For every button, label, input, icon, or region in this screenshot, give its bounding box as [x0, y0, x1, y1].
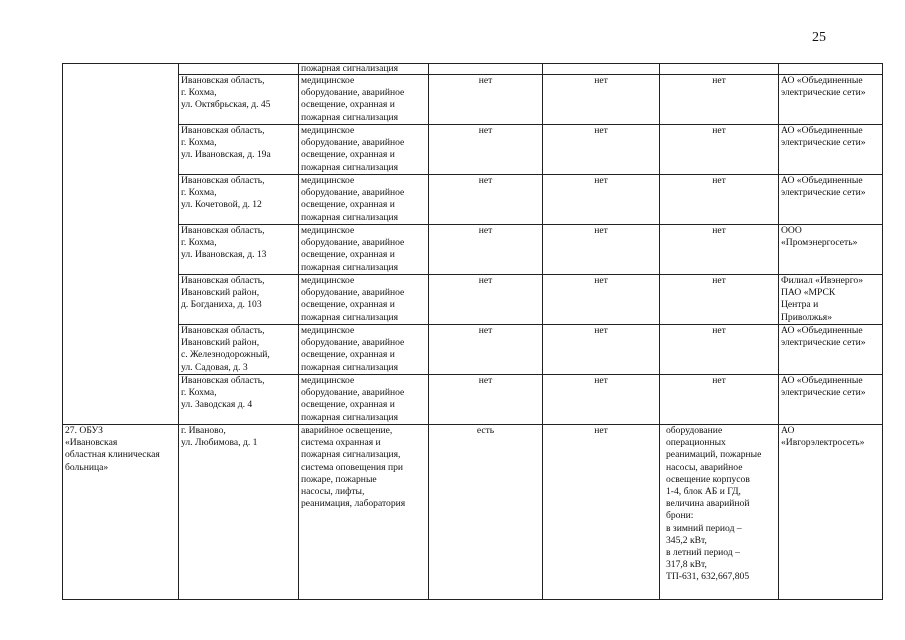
cell-c5: [543, 64, 660, 75]
cell-c4: нет: [429, 75, 543, 125]
cell-c6: нет: [660, 125, 779, 175]
table-row: [63, 75, 883, 125]
cell-supplier: АО «Объединенные электрические сети»: [779, 125, 883, 175]
cell-c4: есть: [429, 425, 543, 600]
cell-c4: нет: [429, 375, 543, 425]
cell-c5: нет: [543, 275, 660, 325]
table-row: [63, 175, 883, 225]
cell-supplier: АО «Ивгорэлектросеть»: [779, 425, 883, 600]
cell-address: Ивановская область, Ивановский район, с. Железнодорожный, ул. Садовая, д. 3: [179, 325, 299, 375]
cell-c6: [660, 64, 779, 75]
cell-supplier: [779, 64, 883, 75]
cell-address: [179, 64, 299, 75]
table-row: [63, 64, 883, 75]
cell-systems: медицинское оборудование, аварийное освещение, охранная и пожарная сигнализация: [299, 275, 429, 325]
cell-systems: пожарная сигнализация: [299, 64, 429, 75]
cell-c5: нет: [543, 125, 660, 175]
cell-address: Ивановская область, г. Кохма, ул. Кочетовой, д. 12: [179, 175, 299, 225]
page-number: 25: [812, 30, 826, 45]
cell-name: [63, 64, 179, 425]
cell-c6: нет: [660, 175, 779, 225]
cell-c5: нет: [543, 75, 660, 125]
cell-c4: нет: [429, 175, 543, 225]
table-row: [63, 325, 883, 375]
cell-c6: нет: [660, 75, 779, 125]
cell-c6: нет: [660, 325, 779, 375]
cell-name: 27. ОБУЗ «Ивановская областная клиническая больница»: [63, 425, 179, 600]
facilities-table: [62, 63, 883, 600]
table-row: [63, 425, 883, 600]
cell-c4: нет: [429, 225, 543, 275]
cell-systems: медицинское оборудование, аварийное освещение, охранная и пожарная сигнализация: [299, 175, 429, 225]
cell-systems: медицинское оборудование, аварийное освещение, охранная и пожарная сигнализация: [299, 75, 429, 125]
cell-address: Ивановская область, г. Кохма, ул. Ивановская, д. 13: [179, 225, 299, 275]
table-row: [63, 125, 883, 175]
cell-address: г. Иваново, ул. Любимова, д. 1: [179, 425, 299, 600]
cell-c4: нет: [429, 125, 543, 175]
cell-supplier: АО «Объединенные электрические сети»: [779, 75, 883, 125]
cell-systems: аварийное освещение, система охранная и пожарная сигнализация, система оповещения при пожаре, пожарные насосы, лифты, реанимация, лаборатория: [299, 425, 429, 600]
cell-c5: нет: [543, 175, 660, 225]
table-body: [63, 64, 883, 600]
cell-supplier: АО «Объединенные электрические сети»: [779, 375, 883, 425]
cell-supplier: АО «Объединенные электрические сети»: [779, 325, 883, 375]
cell-systems: медицинское оборудование, аварийное освещение, охранная и пожарная сигнализация: [299, 375, 429, 425]
cell-supplier: ООО «Промэнергосеть»: [779, 225, 883, 275]
cell-c5: нет: [543, 225, 660, 275]
cell-c6: оборудование операционных реанимаций, пожарные насосы, аварийное освещение корпусов 1-4, блок АБ и ГД, величина аварийной брони: в зимний период – 345,2 кВт, в летний период – 317,8 кВт, ТП-631, 632,667,805: [660, 425, 779, 600]
cell-systems: медицинское оборудование, аварийное освещение, охранная и пожарная сигнализация: [299, 325, 429, 375]
cell-c6: нет: [660, 375, 779, 425]
cell-c5: нет: [543, 325, 660, 375]
cell-c4: [429, 64, 543, 75]
table-row: [63, 225, 883, 275]
cell-supplier: Филиал «Ивэнерго» ПАО «МРСК Центра и Приволжья»: [779, 275, 883, 325]
cell-c5: нет: [543, 425, 660, 600]
cell-c6: нет: [660, 275, 779, 325]
cell-address: Ивановская область, г. Кохма, ул. Ивановская, д. 19а: [179, 125, 299, 175]
cell-supplier: АО «Объединенные электрические сети»: [779, 175, 883, 225]
cell-systems: медицинское оборудование, аварийное освещение, охранная и пожарная сигнализация: [299, 225, 429, 275]
cell-c5: нет: [543, 375, 660, 425]
table-row: [63, 275, 883, 325]
cell-c4: нет: [429, 325, 543, 375]
cell-systems: медицинское оборудование, аварийное освещение, охранная и пожарная сигнализация: [299, 125, 429, 175]
cell-address: Ивановская область, г. Кохма, ул. Октябрьская, д. 45: [179, 75, 299, 125]
cell-address: Ивановская область, Ивановский район, д. Богданиха, д. 103: [179, 275, 299, 325]
cell-c4: нет: [429, 275, 543, 325]
cell-address: Ивановская область, г. Кохма, ул. Заводская д. 4: [179, 375, 299, 425]
table-row: [63, 375, 883, 425]
cell-c6: нет: [660, 225, 779, 275]
